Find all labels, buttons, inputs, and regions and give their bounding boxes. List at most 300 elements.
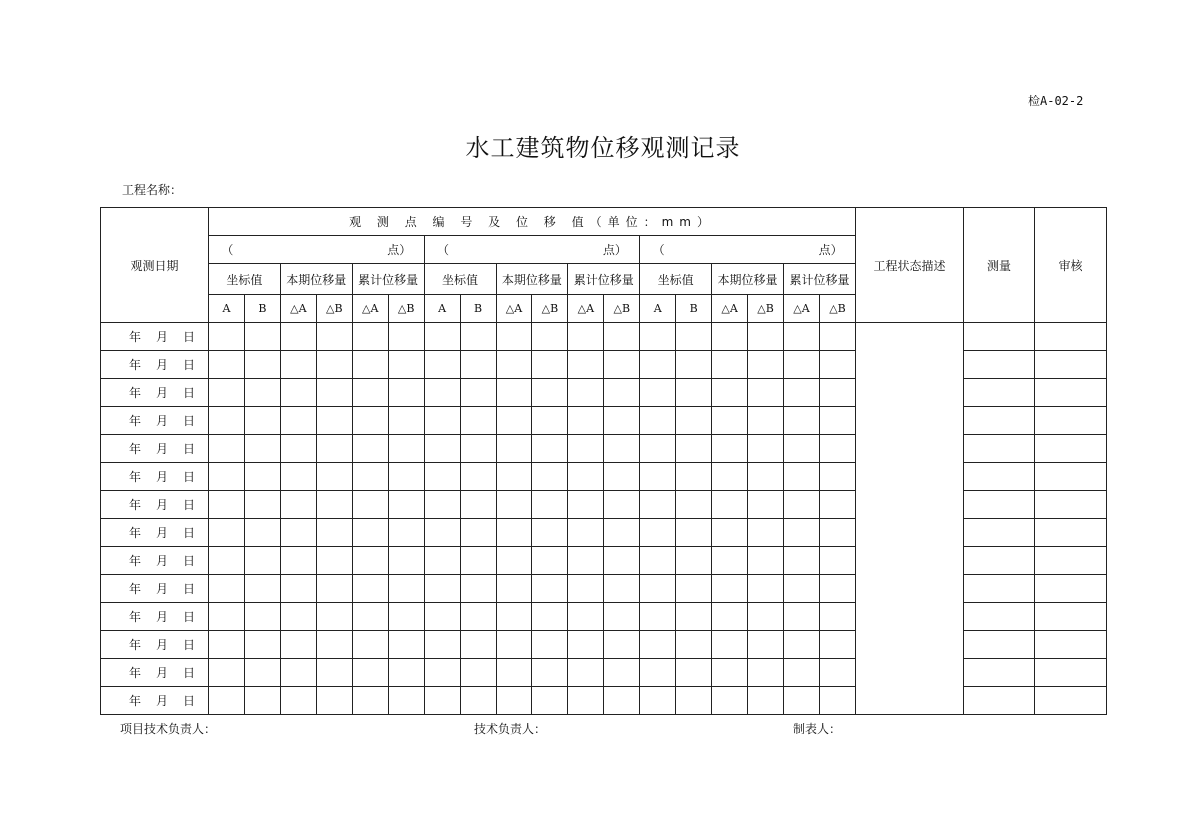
value-cell[interactable]: [460, 351, 496, 379]
review-cell[interactable]: [1035, 323, 1107, 351]
value-cell[interactable]: [748, 631, 784, 659]
value-cell[interactable]: [388, 491, 424, 519]
value-cell[interactable]: [424, 435, 460, 463]
value-cell[interactable]: [676, 491, 712, 519]
value-cell[interactable]: [424, 687, 460, 715]
value-cell[interactable]: [748, 351, 784, 379]
review-cell[interactable]: [1035, 351, 1107, 379]
value-cell[interactable]: [496, 491, 532, 519]
point-number-cell[interactable]: [640, 236, 856, 264]
review-cell[interactable]: [1035, 435, 1107, 463]
date-cell[interactable]: [101, 547, 209, 575]
value-cell[interactable]: [748, 547, 784, 575]
value-cell[interactable]: [388, 379, 424, 407]
value-cell[interactable]: [316, 379, 352, 407]
value-cell[interactable]: [388, 519, 424, 547]
date-cell[interactable]: [101, 687, 209, 715]
value-cell[interactable]: [424, 491, 460, 519]
value-cell[interactable]: [352, 519, 388, 547]
value-cell[interactable]: [496, 463, 532, 491]
value-cell[interactable]: [352, 407, 388, 435]
value-cell[interactable]: [640, 575, 676, 603]
date-cell[interactable]: [101, 603, 209, 631]
survey-cell[interactable]: [964, 603, 1035, 631]
value-cell[interactable]: [460, 631, 496, 659]
value-cell[interactable]: [209, 379, 245, 407]
value-cell[interactable]: [819, 547, 855, 575]
value-cell[interactable]: [388, 631, 424, 659]
value-cell[interactable]: [460, 603, 496, 631]
value-cell[interactable]: [748, 463, 784, 491]
value-cell[interactable]: [532, 603, 568, 631]
survey-cell[interactable]: [964, 631, 1035, 659]
value-cell[interactable]: [244, 519, 280, 547]
value-cell[interactable]: [352, 547, 388, 575]
value-cell[interactable]: [352, 435, 388, 463]
value-cell[interactable]: [496, 603, 532, 631]
value-cell[interactable]: [676, 323, 712, 351]
value-cell[interactable]: [460, 547, 496, 575]
value-cell[interactable]: [676, 351, 712, 379]
value-cell[interactable]: [316, 687, 352, 715]
value-cell[interactable]: [640, 323, 676, 351]
header-date[interactable]: 观测日期: [101, 208, 209, 323]
value-cell[interactable]: [280, 687, 316, 715]
value-cell[interactable]: [568, 435, 604, 463]
value-cell[interactable]: [604, 407, 640, 435]
value-cell[interactable]: [244, 547, 280, 575]
value-cell[interactable]: [316, 603, 352, 631]
survey-cell[interactable]: [964, 547, 1035, 575]
point-number-cell[interactable]: [424, 236, 640, 264]
value-cell[interactable]: [712, 631, 748, 659]
review-cell[interactable]: [1035, 379, 1107, 407]
value-cell[interactable]: [640, 463, 676, 491]
value-cell[interactable]: [819, 351, 855, 379]
value-cell[interactable]: [496, 659, 532, 687]
value-cell[interactable]: [532, 323, 568, 351]
value-cell[interactable]: [819, 519, 855, 547]
value-cell[interactable]: [209, 407, 245, 435]
value-cell[interactable]: [568, 379, 604, 407]
value-cell[interactable]: [819, 463, 855, 491]
value-cell[interactable]: [209, 631, 245, 659]
value-cell[interactable]: [280, 659, 316, 687]
value-cell[interactable]: [316, 631, 352, 659]
value-cell[interactable]: [784, 575, 820, 603]
value-cell[interactable]: [604, 631, 640, 659]
value-cell[interactable]: [244, 407, 280, 435]
value-cell[interactable]: [316, 519, 352, 547]
value-cell[interactable]: [532, 379, 568, 407]
value-cell[interactable]: [424, 603, 460, 631]
value-cell[interactable]: [532, 351, 568, 379]
value-cell[interactable]: [209, 323, 245, 351]
review-cell[interactable]: [1035, 575, 1107, 603]
value-cell[interactable]: [748, 519, 784, 547]
value-cell[interactable]: [604, 323, 640, 351]
value-cell[interactable]: [460, 491, 496, 519]
value-cell[interactable]: [424, 659, 460, 687]
value-cell[interactable]: [352, 351, 388, 379]
value-cell[interactable]: [460, 407, 496, 435]
review-cell[interactable]: [1035, 603, 1107, 631]
value-cell[interactable]: [784, 351, 820, 379]
value-cell[interactable]: [209, 687, 245, 715]
value-cell[interactable]: [676, 659, 712, 687]
value-cell[interactable]: [388, 547, 424, 575]
survey-cell[interactable]: [964, 687, 1035, 715]
value-cell[interactable]: [280, 547, 316, 575]
value-cell[interactable]: [784, 547, 820, 575]
value-cell[interactable]: [748, 575, 784, 603]
value-cell[interactable]: [748, 659, 784, 687]
value-cell[interactable]: [280, 435, 316, 463]
value-cell[interactable]: [819, 631, 855, 659]
value-cell[interactable]: [676, 519, 712, 547]
value-cell[interactable]: [388, 575, 424, 603]
value-cell[interactable]: [316, 351, 352, 379]
value-cell[interactable]: [424, 547, 460, 575]
value-cell[interactable]: [244, 575, 280, 603]
date-cell[interactable]: [101, 379, 209, 407]
value-cell[interactable]: [244, 491, 280, 519]
date-cell[interactable]: [101, 491, 209, 519]
value-cell[interactable]: [280, 519, 316, 547]
value-cell[interactable]: [640, 435, 676, 463]
date-cell[interactable]: [101, 351, 209, 379]
value-cell[interactable]: [784, 463, 820, 491]
header-sub: △A: [280, 295, 316, 323]
value-cell[interactable]: [496, 687, 532, 715]
value-cell[interactable]: [280, 491, 316, 519]
value-cell[interactable]: [316, 463, 352, 491]
value-cell[interactable]: [388, 351, 424, 379]
value-cell[interactable]: [784, 659, 820, 687]
value-cell[interactable]: [604, 603, 640, 631]
value-cell[interactable]: [712, 659, 748, 687]
value-cell[interactable]: [352, 379, 388, 407]
value-cell[interactable]: [388, 603, 424, 631]
value-cell[interactable]: [712, 491, 748, 519]
value-cell[interactable]: [280, 379, 316, 407]
value-cell[interactable]: [280, 603, 316, 631]
value-cell[interactable]: [640, 519, 676, 547]
value-cell[interactable]: [819, 603, 855, 631]
value-cell[interactable]: [748, 491, 784, 519]
value-cell[interactable]: [280, 351, 316, 379]
value-cell[interactable]: [532, 491, 568, 519]
value-cell[interactable]: [496, 323, 532, 351]
value-cell[interactable]: [604, 463, 640, 491]
value-cell[interactable]: [712, 603, 748, 631]
value-cell[interactable]: [568, 603, 604, 631]
value-cell[interactable]: [819, 575, 855, 603]
value-cell[interactable]: [280, 631, 316, 659]
value-cell[interactable]: [604, 379, 640, 407]
value-cell[interactable]: [568, 631, 604, 659]
value-cell[interactable]: [640, 659, 676, 687]
value-cell[interactable]: [316, 323, 352, 351]
value-cell[interactable]: [496, 407, 532, 435]
value-cell[interactable]: [712, 519, 748, 547]
value-cell[interactable]: [244, 687, 280, 715]
value-cell[interactable]: [388, 323, 424, 351]
value-cell[interactable]: [280, 575, 316, 603]
value-cell[interactable]: [712, 687, 748, 715]
survey-cell[interactable]: [964, 519, 1035, 547]
value-cell[interactable]: [424, 519, 460, 547]
value-cell[interactable]: [424, 407, 460, 435]
value-cell[interactable]: [424, 575, 460, 603]
value-cell[interactable]: [496, 547, 532, 575]
survey-cell[interactable]: [964, 463, 1035, 491]
value-cell[interactable]: [460, 379, 496, 407]
value-cell[interactable]: [604, 687, 640, 715]
value-cell[interactable]: [784, 687, 820, 715]
value-cell[interactable]: [784, 603, 820, 631]
value-cell[interactable]: [819, 379, 855, 407]
value-cell[interactable]: [748, 379, 784, 407]
value-cell[interactable]: [352, 575, 388, 603]
value-cell[interactable]: [352, 463, 388, 491]
value-cell[interactable]: [532, 407, 568, 435]
date-cell[interactable]: [101, 407, 209, 435]
value-cell[interactable]: [460, 463, 496, 491]
value-cell[interactable]: [316, 575, 352, 603]
value-cell[interactable]: [784, 435, 820, 463]
value-cell[interactable]: [316, 547, 352, 575]
value-cell[interactable]: [280, 407, 316, 435]
value-cell[interactable]: [676, 603, 712, 631]
review-cell[interactable]: [1035, 407, 1107, 435]
date-cell[interactable]: [101, 463, 209, 491]
value-cell[interactable]: [712, 323, 748, 351]
value-cell[interactable]: [532, 575, 568, 603]
value-cell[interactable]: [316, 491, 352, 519]
value-cell[interactable]: [568, 351, 604, 379]
date-cell[interactable]: [101, 519, 209, 547]
value-cell[interactable]: [352, 603, 388, 631]
value-cell[interactable]: [244, 379, 280, 407]
survey-cell[interactable]: [964, 491, 1035, 519]
value-cell[interactable]: [352, 659, 388, 687]
value-cell[interactable]: [388, 463, 424, 491]
value-cell[interactable]: [209, 575, 245, 603]
status-description-cell[interactable]: [856, 323, 964, 715]
value-cell[interactable]: [496, 379, 532, 407]
value-cell[interactable]: [784, 323, 820, 351]
value-cell[interactable]: [460, 435, 496, 463]
value-cell[interactable]: [748, 407, 784, 435]
value-cell[interactable]: [209, 435, 245, 463]
value-cell[interactable]: [568, 407, 604, 435]
value-cell[interactable]: [568, 575, 604, 603]
value-cell[interactable]: [640, 547, 676, 575]
date-cell[interactable]: [101, 659, 209, 687]
review-cell[interactable]: [1035, 491, 1107, 519]
value-cell[interactable]: [712, 463, 748, 491]
value-cell[interactable]: [532, 435, 568, 463]
value-cell[interactable]: [209, 519, 245, 547]
value-cell[interactable]: [676, 435, 712, 463]
review-cell[interactable]: [1035, 659, 1107, 687]
survey-cell[interactable]: [964, 435, 1035, 463]
value-cell[interactable]: [568, 491, 604, 519]
value-cell[interactable]: [244, 435, 280, 463]
value-cell[interactable]: [604, 351, 640, 379]
value-cell[interactable]: [819, 659, 855, 687]
value-cell[interactable]: [784, 491, 820, 519]
value-cell[interactable]: [640, 379, 676, 407]
value-cell[interactable]: [209, 351, 245, 379]
value-cell[interactable]: [819, 491, 855, 519]
value-cell[interactable]: [604, 491, 640, 519]
value-cell[interactable]: [676, 379, 712, 407]
value-cell[interactable]: [460, 659, 496, 687]
value-cell[interactable]: [640, 407, 676, 435]
survey-cell[interactable]: [964, 379, 1035, 407]
value-cell[interactable]: [244, 351, 280, 379]
value-cell[interactable]: [532, 547, 568, 575]
value-cell[interactable]: [712, 435, 748, 463]
survey-cell[interactable]: [964, 407, 1035, 435]
review-cell[interactable]: [1035, 687, 1107, 715]
value-cell[interactable]: [748, 323, 784, 351]
value-cell[interactable]: [784, 379, 820, 407]
value-cell[interactable]: [209, 603, 245, 631]
value-cell[interactable]: [424, 631, 460, 659]
value-cell[interactable]: [568, 687, 604, 715]
value-cell[interactable]: [712, 351, 748, 379]
value-cell[interactable]: [209, 463, 245, 491]
value-cell[interactable]: [280, 463, 316, 491]
value-cell[interactable]: [676, 687, 712, 715]
survey-cell[interactable]: [964, 659, 1035, 687]
value-cell[interactable]: [532, 687, 568, 715]
value-cell[interactable]: [676, 407, 712, 435]
value-cell[interactable]: [568, 547, 604, 575]
value-cell[interactable]: [712, 547, 748, 575]
value-cell[interactable]: [604, 575, 640, 603]
value-cell[interactable]: [460, 323, 496, 351]
value-cell[interactable]: [388, 687, 424, 715]
value-cell[interactable]: [496, 519, 532, 547]
value-cell[interactable]: [209, 491, 245, 519]
value-cell[interactable]: [244, 631, 280, 659]
value-cell[interactable]: [748, 687, 784, 715]
value-cell[interactable]: [280, 323, 316, 351]
value-cell[interactable]: [316, 659, 352, 687]
value-cell[interactable]: [388, 435, 424, 463]
date-cell[interactable]: [101, 323, 209, 351]
value-cell[interactable]: [244, 659, 280, 687]
value-cell[interactable]: [784, 631, 820, 659]
value-cell[interactable]: [748, 435, 784, 463]
value-cell[interactable]: [496, 351, 532, 379]
date-cell[interactable]: [101, 631, 209, 659]
value-cell[interactable]: [604, 547, 640, 575]
value-cell[interactable]: [676, 631, 712, 659]
review-cell[interactable]: [1035, 631, 1107, 659]
value-cell[interactable]: [819, 407, 855, 435]
value-cell[interactable]: [640, 603, 676, 631]
value-cell[interactable]: [784, 407, 820, 435]
value-cell[interactable]: [604, 519, 640, 547]
value-cell[interactable]: [460, 687, 496, 715]
value-cell[interactable]: [819, 435, 855, 463]
value-cell[interactable]: [676, 547, 712, 575]
review-cell[interactable]: [1035, 463, 1107, 491]
value-cell[interactable]: [460, 519, 496, 547]
value-cell[interactable]: [460, 575, 496, 603]
value-cell[interactable]: [568, 323, 604, 351]
value-cell[interactable]: [424, 379, 460, 407]
survey-cell[interactable]: [964, 323, 1035, 351]
value-cell[interactable]: [604, 435, 640, 463]
point-number-cell[interactable]: [209, 236, 425, 264]
value-cell[interactable]: [532, 659, 568, 687]
value-cell[interactable]: [640, 491, 676, 519]
value-cell[interactable]: [316, 435, 352, 463]
value-cell[interactable]: [604, 659, 640, 687]
value-cell[interactable]: [496, 631, 532, 659]
survey-cell[interactable]: [964, 575, 1035, 603]
value-cell[interactable]: [640, 351, 676, 379]
value-cell[interactable]: [388, 659, 424, 687]
survey-cell[interactable]: [964, 351, 1035, 379]
value-cell[interactable]: [676, 575, 712, 603]
value-cell[interactable]: [388, 407, 424, 435]
value-cell[interactable]: [352, 491, 388, 519]
value-cell[interactable]: [676, 463, 712, 491]
value-cell[interactable]: [244, 463, 280, 491]
value-cell[interactable]: [424, 351, 460, 379]
value-cell[interactable]: [496, 575, 532, 603]
value-cell[interactable]: [568, 659, 604, 687]
review-cell[interactable]: [1035, 519, 1107, 547]
value-cell[interactable]: [244, 323, 280, 351]
value-cell[interactable]: [640, 687, 676, 715]
value-cell[interactable]: [424, 323, 460, 351]
value-cell[interactable]: [532, 463, 568, 491]
value-cell[interactable]: [532, 631, 568, 659]
value-cell[interactable]: [244, 603, 280, 631]
value-cell[interactable]: [712, 407, 748, 435]
date-cell[interactable]: [101, 575, 209, 603]
value-cell[interactable]: [712, 379, 748, 407]
value-cell[interactable]: [316, 407, 352, 435]
review-cell[interactable]: [1035, 547, 1107, 575]
value-cell[interactable]: [640, 631, 676, 659]
value-cell[interactable]: [352, 687, 388, 715]
value-cell[interactable]: [819, 323, 855, 351]
date-cell[interactable]: [101, 435, 209, 463]
value-cell[interactable]: [819, 687, 855, 715]
value-cell[interactable]: [352, 631, 388, 659]
value-cell[interactable]: [748, 603, 784, 631]
value-cell[interactable]: [209, 659, 245, 687]
value-cell[interactable]: [352, 323, 388, 351]
value-cell[interactable]: [209, 547, 245, 575]
value-cell[interactable]: [424, 463, 460, 491]
value-cell[interactable]: [532, 519, 568, 547]
value-cell[interactable]: [568, 519, 604, 547]
value-cell[interactable]: [496, 435, 532, 463]
value-cell[interactable]: [784, 519, 820, 547]
value-cell[interactable]: [712, 575, 748, 603]
value-cell[interactable]: [568, 463, 604, 491]
